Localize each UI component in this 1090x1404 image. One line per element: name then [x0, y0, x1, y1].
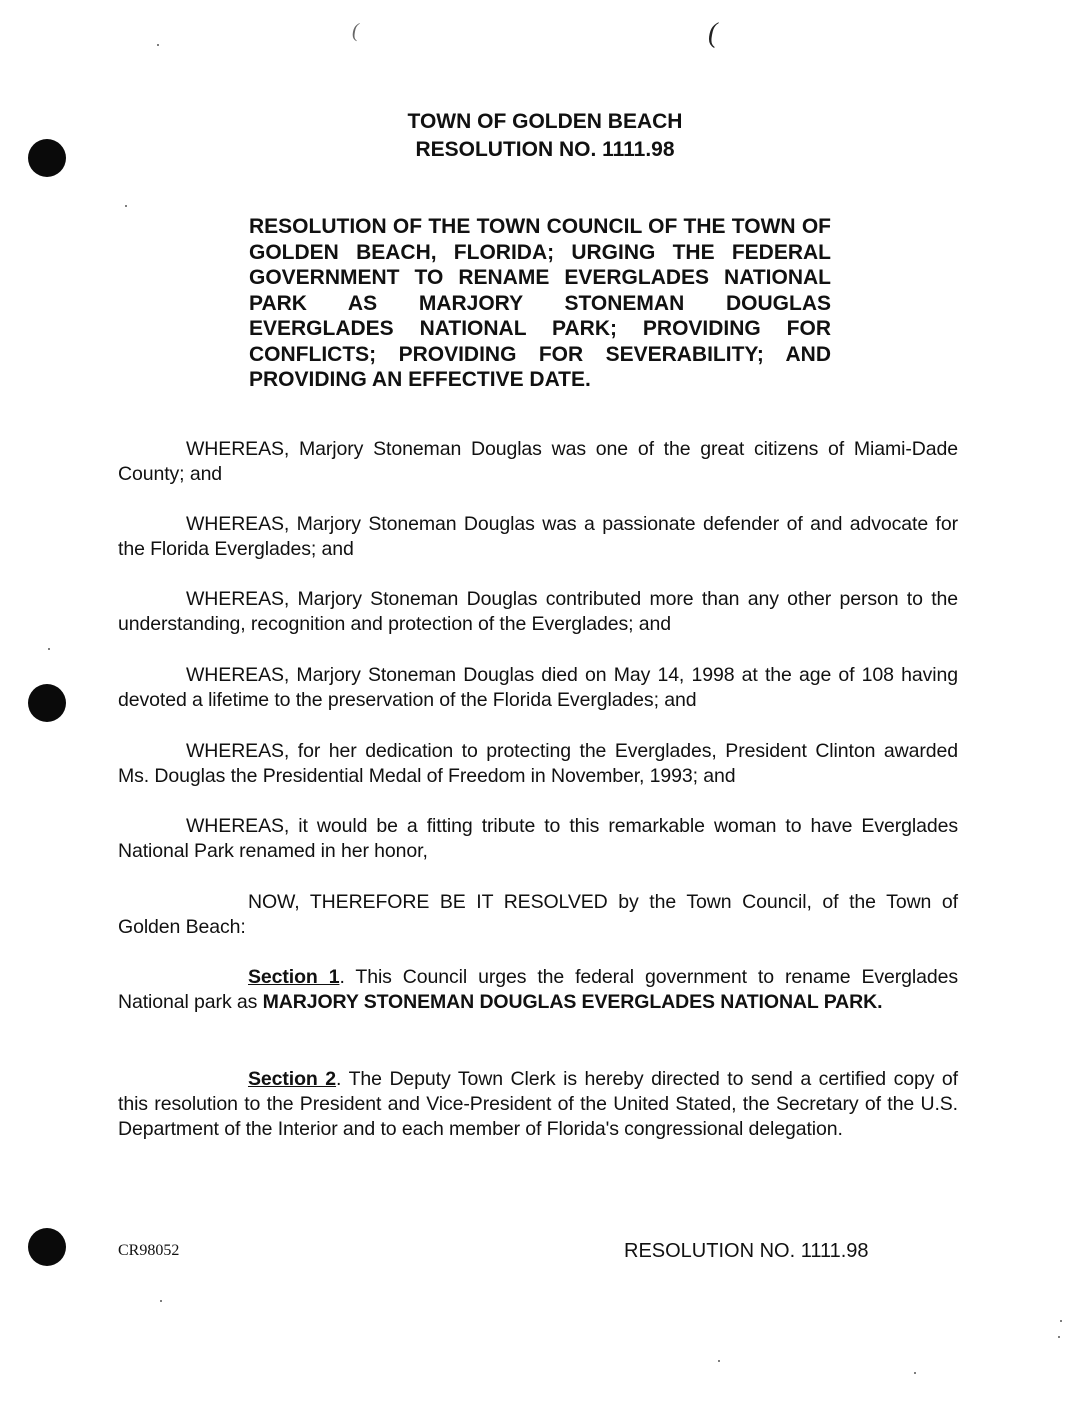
- section-1-heading: Section 1: [248, 966, 340, 988]
- section-2: [118, 1067, 958, 1142]
- whereas-clause-4: WHEREAS, Marjory Stoneman Douglas died on May 14, 1998 at the age of 108 having devoted a lifetime to the preservation of the Florida Everglades; and: [118, 664, 958, 711]
- scan-speck: [157, 44, 159, 46]
- whereas-clause-2: WHEREAS, Marjory Stoneman Douglas was a passionate defender of and advocate for the Florida Everglades; and: [118, 513, 958, 560]
- punch-hole-middle: [28, 684, 66, 722]
- scan-speck: [718, 1360, 720, 1362]
- scan-speck: [48, 648, 50, 650]
- section-1: [118, 965, 958, 1015]
- whereas-clause-6: WHEREAS, it would be a fitting tribute to this remarkable woman to have Everglades National Park renamed in her honor,: [118, 815, 958, 862]
- section-1-text: . This Council urges the federal government to rename Everglades National park as: [118, 966, 959, 1013]
- resolution-number: RESOLUTION NO. 1111.98: [415, 138, 675, 161]
- scan-speck: [914, 1372, 916, 1374]
- whereas-clause-3: WHEREAS, Marjory Stoneman Douglas contributed more than any other person to the understanding, recognition and protection of the Everglades; and: [118, 588, 958, 635]
- town-name: TOWN OF GOLDEN BEACH: [407, 110, 683, 133]
- scan-speck: [125, 205, 127, 207]
- scan-mark: (: [352, 20, 359, 42]
- punch-hole-bottom: [28, 1228, 66, 1266]
- scan-speck: [1060, 1320, 1062, 1322]
- scan-mark: (: [708, 18, 718, 49]
- document-code: CR98052: [118, 1242, 180, 1259]
- section-2-heading: Section 2: [248, 1068, 337, 1090]
- scan-speck: [160, 1300, 162, 1302]
- section-1-park-name: MARJORY STONEMAN DOUGLAS EVERGLADES NATIONAL PARK.: [262, 991, 883, 1013]
- scan-speck: [1058, 1336, 1060, 1338]
- whereas-clause-1: WHEREAS, Marjory Stoneman Douglas was one of the great citizens of Miami-Dade County; and: [118, 438, 958, 485]
- punch-hole-top: [28, 139, 66, 177]
- resolution-summary: RESOLUTION OF THE TOWN COUNCIL OF THE TOWN OF GOLDEN BEACH, FLORIDA; URGING THE FEDERAL GOVERNMENT TO RENAME EVERGLADES NATIONAL PARK AS MARJORY STONEMAN DOUGLAS EVERGLADES NATIONAL PARK; PROVIDING FOR CONFLICTS; PROVIDING FOR SEVERABILITY; AND PROVIDING AN EFFECTIVE DATE.: [249, 215, 831, 391]
- whereas-clause-5: WHEREAS, for her dedication to protecting the Everglades, President Clinton awarded Ms. Douglas the Presidential Medal of Freedom in November, 1993; and: [118, 740, 958, 787]
- resolved-clause: NOW, THEREFORE BE IT RESOLVED by the Town Council, of the Town of Golden Beach:: [118, 891, 958, 938]
- document-title: [380, 108, 710, 164]
- section-2-text: . The Deputy Town Clerk is hereby directed to send a certified copy of this resolution to the President and Vice-President of the United Stated, the Secretary of the U.S. Department of the Interior and to each member of Florida's congressional delegation.: [118, 1068, 958, 1140]
- footer-resolution-number: RESOLUTION NO. 1111.98: [624, 1240, 869, 1262]
